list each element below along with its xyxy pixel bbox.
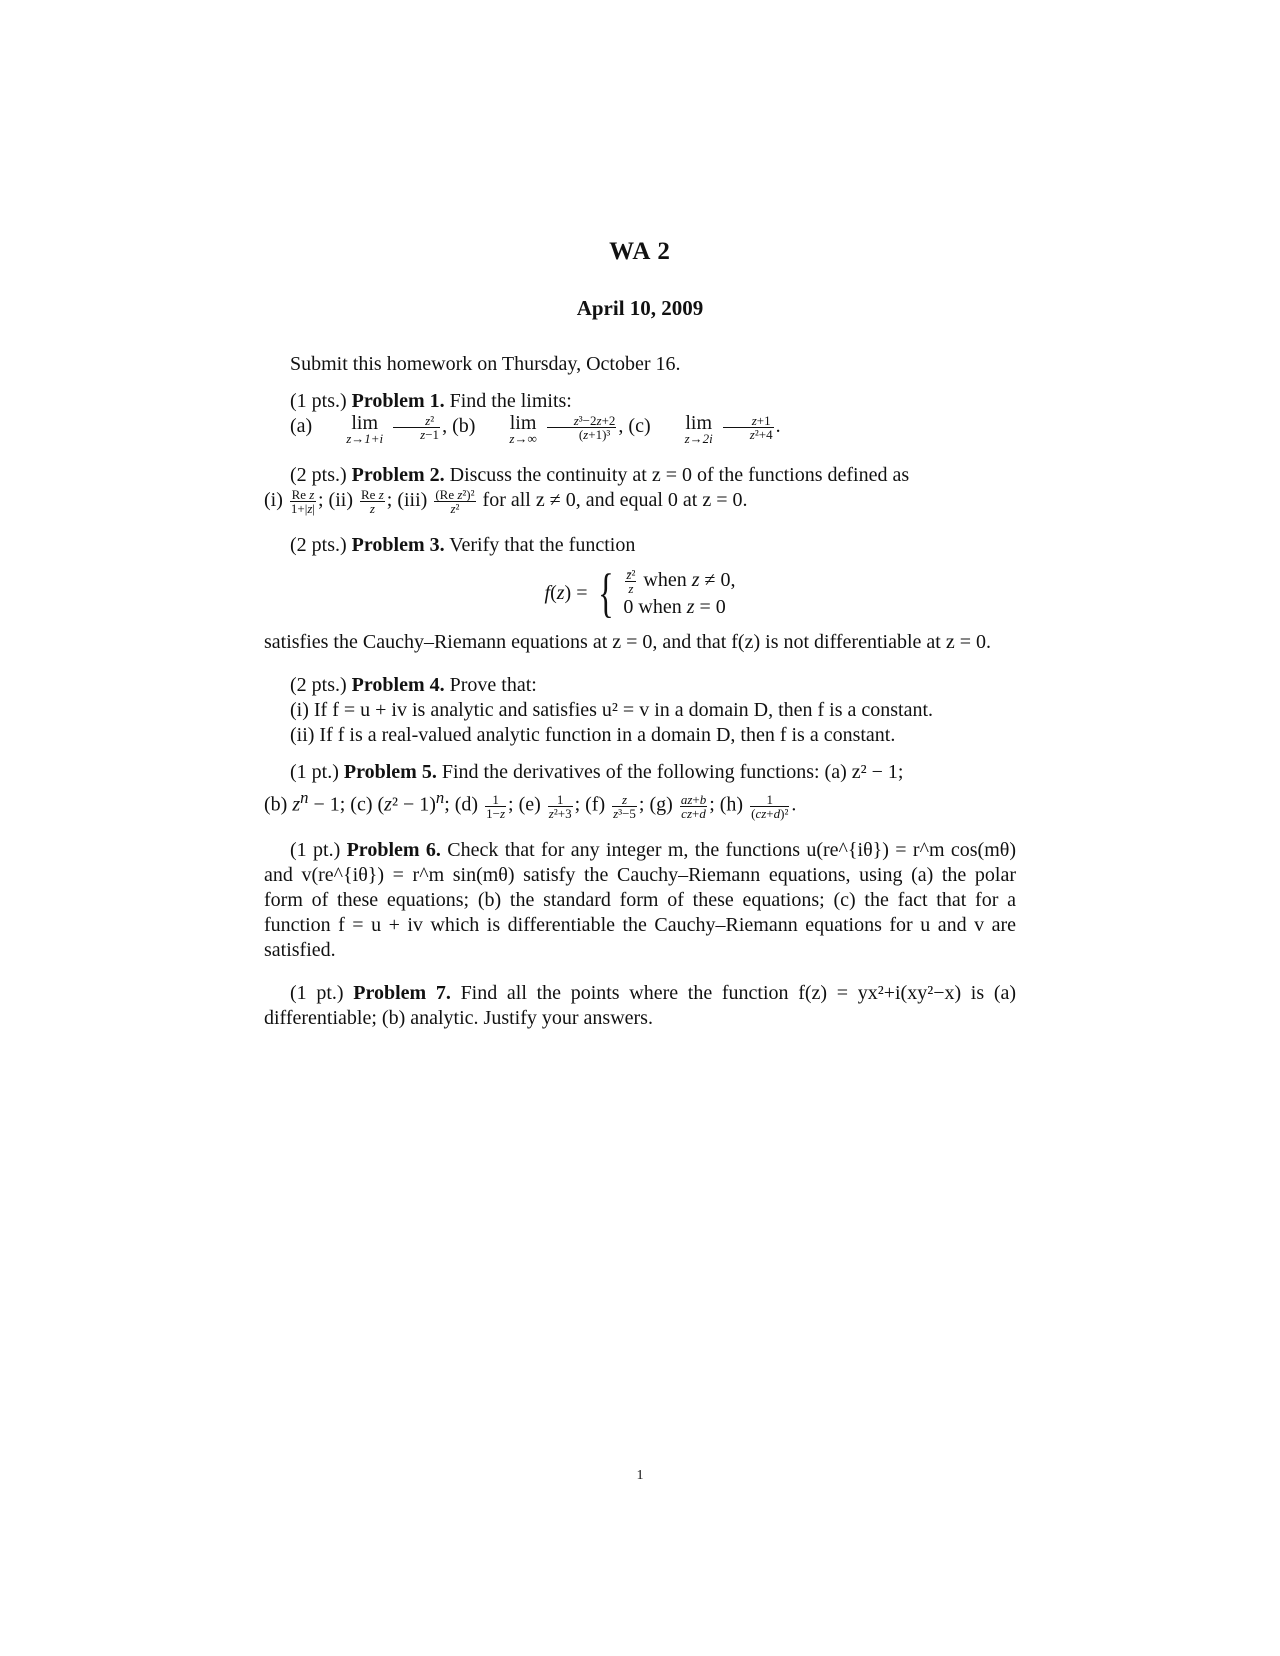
limit-a: lim z→1+i — [346, 412, 384, 446]
problem-7-label: Problem 7. — [353, 981, 451, 1004]
fraction: $\frac{\text{z³−2z+2}}{\text{(z+1)³}}$ — [547, 414, 617, 441]
piecewise-function: f(z) = { $\frac{\text{z̄²}}{z}$ when z ≠ 0, 0 when z = 0 — [544, 563, 736, 623]
problem-1-points: (1 pts.) — [290, 390, 347, 412]
limit-b: lim z→∞ — [509, 412, 537, 446]
intro-text: Submit this homework on Thursday, October 16. — [290, 353, 681, 375]
page-number: 1 — [636, 1468, 644, 1483]
document-title: WA 2 — [609, 238, 671, 265]
fraction: $\frac{1}{\text{z²+3}}$ — [548, 791, 572, 821]
problem-5-text: Find the derivatives of the following functions: (a) z² − 1; — [441, 761, 904, 783]
problem-3-text: Verify that the function — [449, 534, 636, 556]
problem-4-text: Prove that: — [449, 674, 537, 696]
problem-7 — [264, 981, 1016, 1031]
problem-4-label: Problem 4. — [351, 674, 445, 696]
problem-2 — [264, 463, 1016, 515]
document-date: April 10, 2009 — [576, 296, 704, 320]
problem-1 — [264, 389, 1016, 445]
problem-2-tail: for all z ≠ 0, and equal 0 at z = 0. — [482, 489, 748, 512]
fraction: $\frac{\text{z²}}{z-1}$ — [393, 414, 440, 441]
fraction: $\frac{z+1}{\text{z²+4}}$ — [723, 414, 774, 441]
problem-5 — [264, 760, 1016, 820]
fraction: $\frac{1}{\text{(cz+d)²}}$ — [751, 791, 789, 821]
problem-6 — [264, 838, 1016, 963]
problem-3-points: (2 pts.) — [290, 534, 347, 556]
problem-4 — [264, 673, 1016, 748]
problem-4-part-i: (i) If f = u + iv is analytic and satisfies u² = v in a domain D, then f is a constant. — [290, 699, 934, 721]
fraction: $\frac{\text{z̄²}}{z}$ — [626, 566, 636, 596]
problem-1-label: Problem 1. — [351, 390, 445, 412]
fraction: $\frac{az+b}{cz+d}$ — [680, 791, 707, 821]
fraction: $\frac{1}{1-z}$ — [486, 791, 506, 821]
problem-7-text: Find all the points where the function f(z) = yx²+i(xy²−x) is (a) differentiable; (b) analytic. Justify your answers. — [264, 981, 1017, 1029]
problem-5-points: (1 pt.) — [290, 761, 339, 783]
problem-2-label: Problem 2. — [351, 464, 445, 486]
problem-2-text: Discuss the continuity at z = 0 of the functions defined as — [449, 464, 910, 486]
problem-3 — [264, 533, 1016, 655]
problem-7-points: (1 pt.) — [290, 981, 344, 1004]
problem-5-label: Problem 5. — [343, 761, 437, 783]
fraction: $\frac{\text{(Re z²)²}}{\text{z²}}$ — [435, 487, 475, 516]
problem-2-points: (2 pts.) — [290, 464, 347, 486]
problem-4-part-ii: (ii) If f is a real-valued analytic function in a domain D, then f is a constant. — [290, 724, 896, 746]
problem-6-points: (1 pt.) — [290, 838, 341, 861]
fraction: $\frac{\text{Re z}}{1+|z|}$ — [290, 487, 315, 516]
problem-6-text: Check that for any integer m, the functions u(re^{iθ}) = r^m cos(mθ) and v(re^{iθ}) = r^m sin(mθ) satisfy the Cauchy–Riemann equations, using (a) the polar form of these equations; (b) the standard form of these equations; (c) the fact that for a function f = u + iv which is differentiable the Cauchy–Riemann equations for u and v are satisfied. — [264, 838, 1016, 961]
problem-1-text: Find the limits: — [449, 390, 572, 412]
fraction: $\frac{\text{Re z}}{z}$ — [361, 487, 384, 516]
problem-2-functions: (i) $\frac{\text{Re z}}{1+|z|}$ ; (ii) $\frac{\text{Re z}}{z}$ ; (iii) $\frac{\text{(Re z²)²}}{\text{z²}}$ for all z ≠ 0, and equal 0 at z = 0. — [264, 487, 748, 516]
problem-1-limits: (a) lim z→1+i $\frac{\text{z²}}{z-1}$ , (b) lim z→∞ $\frac{\text{z³−2z+2}}{\text{(z+1)³}}$ , (c) lim z→2i $\frac{z+1}{\text{z²+4}}$ . — [290, 412, 781, 446]
limit-c: lim z→2i — [684, 412, 713, 446]
problem-3-after: satisfies the Cauchy–Riemann equations at z = 0, and that f(z) is not differentiable at z = 0. — [264, 631, 991, 653]
problem-4-points: (2 pts.) — [290, 674, 347, 696]
problem-3-label: Problem 3. — [351, 534, 445, 556]
fraction: $\frac{z}{\text{z³−5}}$ — [613, 791, 636, 821]
problem-5-functions: (b) $z^n - 1$; (c) $(z^2 - 1)^n$; (d) $\frac{1}{1-z}$ ; (e) $\frac{1}{\text{z²+3}}$ ; (f) $\frac{z}{\text{z³−5}}$ ; (g) $\frac{az+b}{cz+d}$ ; (h) $\frac{1}{\text{(cz+d)²}}$ . — [264, 788, 797, 821]
problem-6-label: Problem 6. — [346, 838, 441, 861]
brace-glyph: { — [598, 563, 615, 623]
document-body — [264, 352, 1016, 1031]
